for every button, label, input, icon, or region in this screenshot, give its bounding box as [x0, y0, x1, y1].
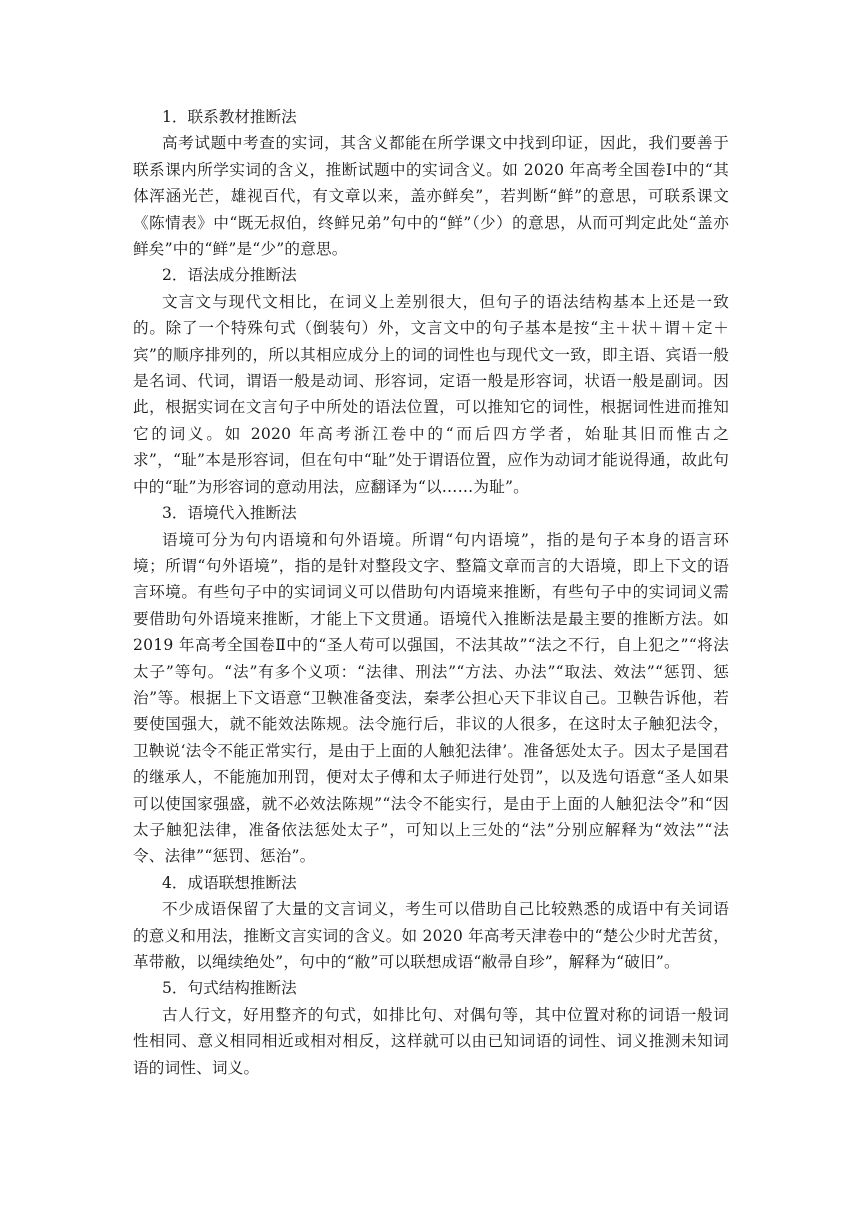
section-paragraph: 文言文与现代文相比，在词义上差别很大，但句子的语法结构基本上还是一致的。除了一个特殊句式（倒装句）外，文言文中的句子基本是按“主＋状＋谓＋定＋宾”的顺序排列的，所以其相应成分上的词的词性也与现代文一致，即主语、宾语一般是名词、代词，谓语一般是动词、形容词，定语一般是形容词，状语一般是副词。因此，根据实词在文言句子中所处的语法位置，可以推知它的词性，根据词性进而推知它的词义。如 2020 年高考浙江卷中的“而后四方学者，始耻其旧而惟古之求”，“耻”本是形容词，但在句中“耻”处于谓语位置，应作为动词才能说得通，故此句中的“耻”为形容词的意动用法，应翻译为“以……为耻”。 — [133, 292, 729, 496]
section-heading: 4．成语联想推断法 — [162, 873, 297, 892]
document-body — [133, 104, 729, 1081]
section-heading: 1．联系教材推断法 — [162, 108, 297, 126]
section-heading: 5．句式结构推断法 — [162, 979, 297, 998]
section-paragraph: 语境可分为句内语境和句外语境。所谓“句内语境”，指的是句子本身的语言环境；所谓“句外语境”，指的是针对整段文字、整篇文章而言的大语境，即上下文的语言环境。有些句子中的实词词义可以借助句内语境来推断，有些句子中的实词词义需要借助句外语境来推断，才能上下文贯通。语境代入推断法是最主要的推断方法。如 2019 年高考全国卷Ⅱ中的“圣人苟可以强国，不法其故”“法之不行，自上犯之”“将法太子”等句。“法”有多个义项：“法律、刑法”“方法、办法”“取法、效法”“惩罚、惩治”等。根据上下文语意“卫鞅准备变法，秦孝公担心天下非议自己。卫鞅告诉他，若要使国强大，就不能效法陈规。法令施行后，非议的人很多，在这时太子触犯法令，卫鞅说‘法令不能正常实行，是由于上面的人触犯法律’。准备惩处太子。因太子是国君的继承人，不能施加刑罚，便对太子傅和太子师进行处罚”，以及选句语意“圣人如果可以使国家强盛，就不必效法陈规”“法令不能实行，是由于上面的人触犯法令”和“因太子触犯法律，准备依法惩处太子”，可知以上三处的“法”分别应解释为“效法”“法令、法律”“惩罚、惩治”。 — [133, 530, 729, 866]
section-heading: 3．语境代入推断法 — [162, 504, 297, 523]
section-paragraph: 高考试题中考查的实词，其含义都能在所学课文中找到印证，因此，我们要善于联系课内所学实词的含义，推断试题中的实词含义。如 2020 年高考全国卷Ⅰ中的“其体浑涵光芒，雄视百代，有文章以来，盖亦鲜矣”，若判断“鲜”的意思，可联系课文《陈情表》中“既无叔伯，终鲜兄弟”句中的“鲜”（少）的意思，从而可判定此处“盖亦鲜矣”中的“鲜”是“少”的意思。 — [133, 134, 729, 259]
section-paragraph: 不少成语保留了大量的文言词义，考生可以借助自己比较熟悉的成语中有关词语的意义和用法，推断文言实词的含义。如 2020 年高考天津卷中的“楚公少时尤苦贫，革带敝，以绳续绝处”，句中的“敝”可以联想成语“敝帚自珍”，解释为“破旧”。 — [133, 900, 729, 971]
section-paragraph: 古人行文，好用整齐的句式，如排比句、对偶句等，其中位置对称的词语一般词性相同、意义相同相近或相对相反，这样就可以由已知词语的词性、词义推测未知词语的词性、词义。 — [133, 1005, 729, 1077]
section-heading: 2．语法成分推断法 — [162, 266, 297, 285]
